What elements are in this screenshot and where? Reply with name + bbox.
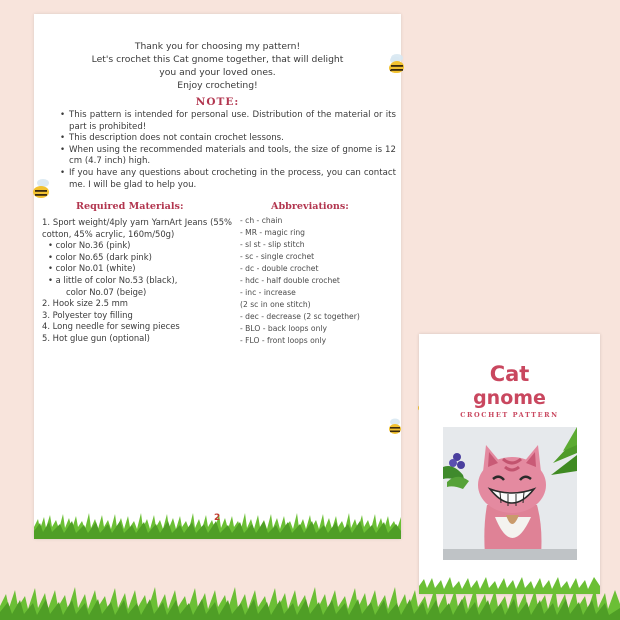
bee-icon <box>389 51 405 77</box>
pattern-page <box>34 14 401 539</box>
abbreviation-item: - FLO - front loops only <box>240 336 327 345</box>
material-item: 3. Polyester toy filling <box>42 309 133 320</box>
material-item: 1. Sport weight/4ply yarn YarnArt Jeans (55% cotton, 45% acrylic, 160m/50g) <box>42 217 232 239</box>
cover-title-line1: Cat <box>489 362 530 386</box>
material-item: 5. Hot glue gun (optional) <box>42 332 150 343</box>
abbreviation-item: - ch - chain <box>240 216 283 225</box>
note-item: • If you have any questions about crocheting in the process, you can contact me. I will be glad to help you. <box>60 168 396 191</box>
material-color: color No.07 (beige) <box>66 286 147 297</box>
abbreviation-item: - dc - double crochet <box>240 264 319 273</box>
abbreviation-item: - sc - single crochet <box>240 252 315 261</box>
page-number: 2 <box>214 513 221 523</box>
bee-icon <box>388 417 401 437</box>
intro-line: you and your loved ones. <box>159 67 276 78</box>
abbreviation-item: - BLO - back loops only <box>240 324 327 333</box>
material-item: 2. Hook size 2.5 mm <box>42 298 128 309</box>
intro-text <box>34 40 401 92</box>
intro-line: Let's crochet this Cat gnome together, that will delight <box>91 54 344 65</box>
abbreviation-item: - inc - increase <box>240 288 296 297</box>
cover-title-line2: gnome <box>473 387 546 409</box>
material-color: • a little of color No.53 (black), <box>48 274 178 285</box>
intro-line: Enjoy crocheting! <box>177 80 258 91</box>
cat-gnome-illustration <box>443 427 577 560</box>
note-list <box>60 110 396 191</box>
material-color: • color No.36 (pink) <box>48 240 131 251</box>
abbreviations-list <box>240 215 400 347</box>
abbreviation-item: - dec - decrease (2 sc together) <box>240 312 360 321</box>
materials-title: Required Materials: <box>76 201 184 212</box>
material-item: 4. Long needle for sewing pieces <box>42 321 180 332</box>
note-item: • This description does not contain crochet lessons. <box>60 133 396 145</box>
abbreviation-item: - MR - magic ring <box>240 228 305 237</box>
abbreviation-item: (2 sc in one stitch) <box>240 300 311 309</box>
bee-icon <box>31 177 51 201</box>
abbreviations-title: Abbreviations: <box>271 201 349 212</box>
bottom-grass-decoration <box>0 584 620 620</box>
note-item: • When using the recommended materials and tools, the size of gnome is 12 cm (4.7 inch) high. <box>60 145 396 168</box>
intro-line: Thank you for choosing my pattern! <box>134 41 301 52</box>
material-color: • color No.65 (dark pink) <box>48 251 152 262</box>
abbreviation-item: - hdc - half double crochet <box>240 276 340 285</box>
cover-subtitle: CROCHET PATTERN <box>460 411 559 419</box>
material-color: • color No.01 (white) <box>48 263 136 274</box>
abbreviation-item: - sl st - slip stitch <box>240 240 305 249</box>
note-item: • This pattern is intended for personal use. Distribution of the material or its part is prohibited! <box>60 110 396 133</box>
cover-card <box>419 334 600 594</box>
gnome-photo <box>443 427 577 560</box>
materials-list <box>42 217 232 345</box>
note-title: NOTE: <box>195 96 240 108</box>
